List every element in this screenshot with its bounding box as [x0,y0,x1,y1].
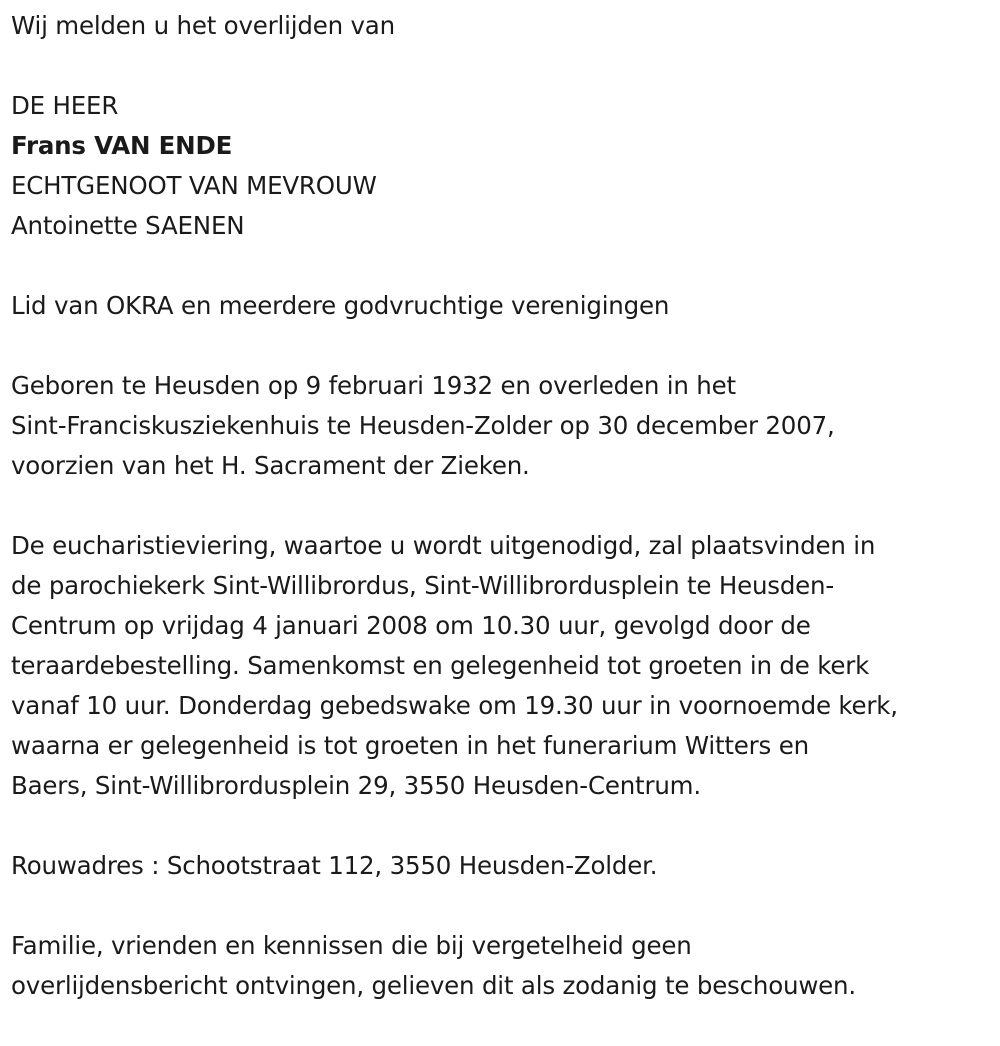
spacer [11,886,991,926]
title-prefix: DE HEER [11,91,119,120]
death-notice [11,6,991,1006]
paragraph-line: Baers, Sint-Willibrordusplein 29, 3550 Heusden-Centrum. [11,771,701,800]
paragraph-line: Centrum op vrijdag 4 januari 2008 om 10.30 uur, gevolgd door de [11,611,811,640]
spacer [11,486,991,526]
paragraph-line: Geboren te Heusden op 9 februari 1932 en overleden in het [11,371,736,400]
paragraph-line: waarna er gelegenheid is tot groeten in het funerarium Witters en [11,731,809,760]
paragraph-line: teraardebestelling. Samenkomst en gelegenheid tot groeten in de kerk [11,651,870,680]
paragraph-line: Sint-Franciskusziekenhuis te Heusden-Zolder op 30 december 2007, [11,411,835,440]
intro-text: Wij melden u het overlijden van [11,11,395,40]
deceased-name: Frans VAN ENDE [11,131,233,160]
spacer [11,246,991,286]
spacer [11,806,991,846]
spouse-prefix: ECHTGENOOT VAN MEVROUW [11,171,377,200]
paragraph-line: Familie, vrienden en kennissen die bij vergetelheid geen [11,931,692,960]
paragraph-line: de parochiekerk Sint-Willibrordus, Sint-Willibrordusplein te Heusden- [11,571,835,600]
paragraph-line: voorzien van het H. Sacrament der Zieken. [11,451,530,480]
spacer [11,326,991,366]
membership-text: Lid van OKRA en meerdere godvruchtige verenigingen [11,291,670,320]
ceremony-paragraph [11,526,991,806]
spouse-name: Antoinette SAENEN [11,211,245,240]
paragraph-line: vanaf 10 uur. Donderdag gebedswake om 19.30 uur in voornoemde kerk, [11,691,898,720]
birth-death-paragraph [11,366,991,486]
paragraph-line: De eucharistieviering, waartoe u wordt uitgenodigd, zal plaatsvinden in [11,531,876,560]
mourning-address: Rouwadres : Schootstraat 112, 3550 Heusden-Zolder. [11,851,658,880]
paragraph-line: overlijdensbericht ontvingen, gelieven dit als zodanig te beschouwen. [11,971,856,1000]
closing-paragraph [11,926,991,1006]
spacer [11,46,991,86]
